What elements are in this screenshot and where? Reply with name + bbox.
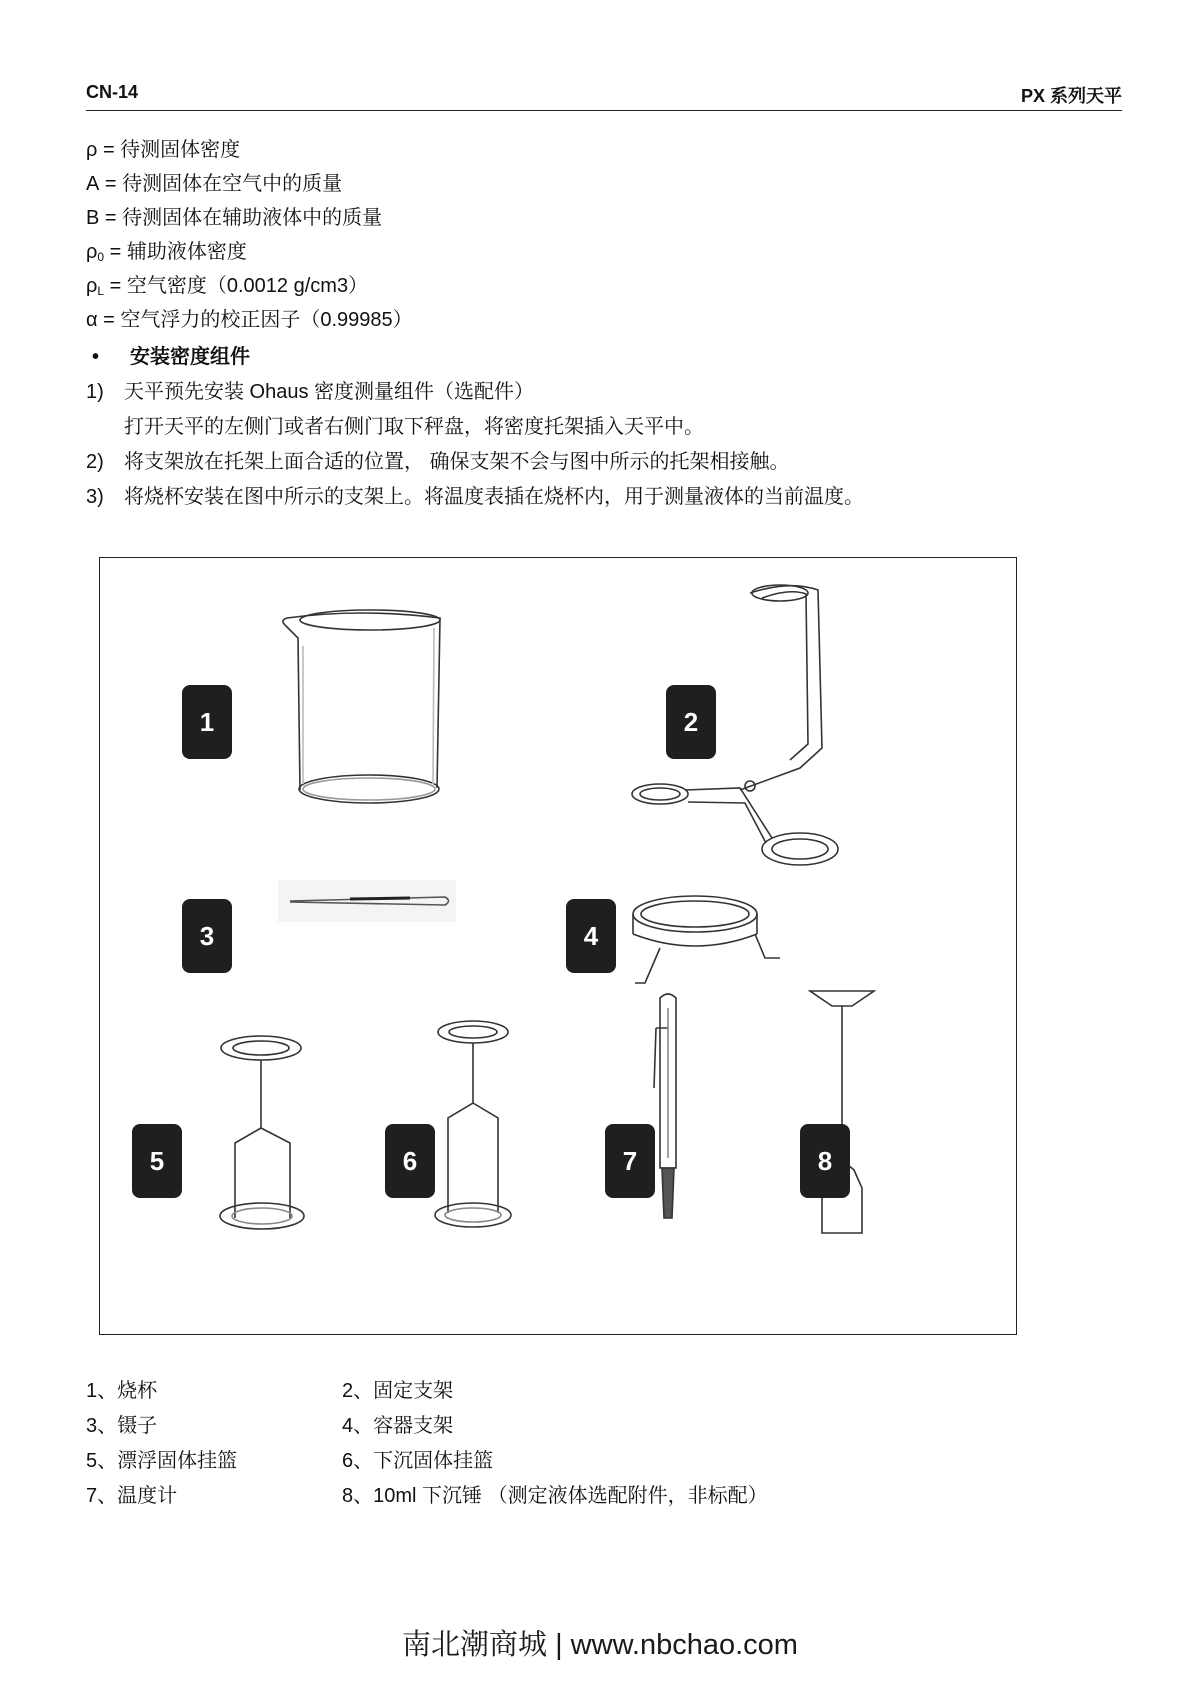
legend-row: 7、温度计 8、10ml 下沉锤 （测定液体选配附件，非标配） [86,1485,768,1507]
thermometer-illustration [654,994,676,1218]
figure-legend [86,1374,768,1514]
badge-6: 6 [385,1124,435,1198]
step-item: 2) 将支架放在托架上面合适的位置， 确保支架不会与图中所示的托架相接触。 [86,451,790,473]
container-support-illustration [633,896,780,983]
legend-row: 5、漂浮固体挂篮 6、下沉固体挂篮 [86,1450,494,1472]
definition-row: $\rho_L$ = 空气密度（0.0012 g/cm3） [86,275,369,298]
badge-3: 3 [182,899,232,973]
page-header [86,80,1122,111]
bracket-illustration [632,585,838,865]
step-item: 打开天平的左侧门或者右侧门取下秤盘，将密度托架插入天平中。 [124,416,704,438]
definition-row: $\rho_0$ = 辅助液体密度 [86,241,247,264]
badge-2: 2 [666,685,716,759]
legend-row: 3、镊子 4、容器支架 [86,1415,454,1437]
step-item: 1) 天平预先安装 Ohaus 密度测量组件（选配件） [86,381,535,403]
components-figure [99,557,1017,1335]
badge-5: 5 [132,1124,182,1198]
definitions-list [86,136,413,340]
footer-watermark: 南北潮商城 | www.nbchao.com [402,1629,798,1661]
floating-basket-illustration [220,1036,304,1229]
tweezers-illustration [278,880,456,922]
badge-1: 1 [182,685,232,759]
legend-row: 1、烧杯 2、固定支架 [86,1380,454,1402]
page-number: CN-14 [86,82,139,102]
badge-4: 4 [566,899,616,973]
beaker-illustration [283,610,440,803]
section-heading [86,340,1126,375]
definition-row: α = 空气浮力的校正因子（0.99985） [86,309,413,331]
definition-row: B = 待测固体在辅助液体中的质量 [86,207,383,229]
definition-row: A = 待测固体在空气中的质量 [86,173,343,195]
bullet-icon: • [92,346,100,368]
definition-row: ρ = 待测固体密度 [86,139,241,161]
sinking-basket-illustration [435,1021,511,1227]
section-title: 安装密度组件 [130,346,250,368]
badge-8: 8 [800,1124,850,1198]
step-item: 3) 将烧杯安装在图中所示的支架上。将温度表插在烧杯内，用于测量液体的当前温度。 [86,486,864,508]
badge-7: 7 [605,1124,655,1198]
header-title: PX 系列天平 [1020,86,1122,106]
install-section [86,340,1126,515]
